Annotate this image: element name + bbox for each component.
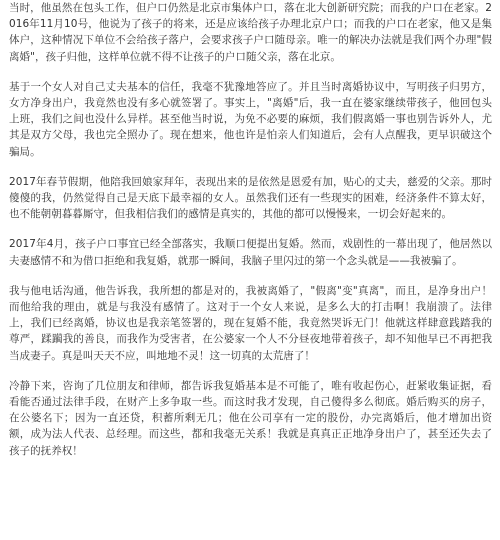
paragraph-spacer xyxy=(9,65,492,79)
paragraph-spacer xyxy=(9,160,492,174)
paragraph-spacer xyxy=(9,364,492,378)
article-paragraph-1: 当时，他虽然在包头工作，但户口仍然是北京市集体户口，落在北大创新研究院；而我的户口在老家。2016年11月10号，他说为了孩子的将来，还是应该给孩子办理北京户口；而我的户口在老家，他又是集体户，这种情况下单位不会给孩子落户，会要求孩子户口随母亲。唯一的解决办法就是我们两个办理"假离婚"，孩子归他，这样单位就不得不让孩子的户口随父亲，落在北京。 xyxy=(9,2,492,63)
article-paragraph-3: 2017年春节假期，他陪我回娘家拜年，表现出来的是依然是恩爱有加，贴心的丈夫，慈爱的父亲。那时傻傻的我，仍然觉得自己是天底下最幸福的女人。虽然我们还有一些现实的困难，经济条件不算太好，也不能朝朝暮暮厮守，但我相信我们的感情是真实的，其他的都可以慢慢来，一切会好起来的。 xyxy=(9,175,492,221)
article-paragraph-5: 我与他电话沟通，他告诉我，我所想的都是对的，我被离婚了，"假离"变"真离"，而且，是净身出户！而他给我的理由，就是与我没有感情了。这对于一个女人来说，是多么大的打击啊！我崩溃了。法律上，我们已经离婚，协议也是我亲笔签署的，现在复婚不能，我竟然哭诉无门！他就这样肆意践踏我的尊严，蹂躏我的善良，而我作为受害者，在公婆家一个人不分昼夜地带着孩子，却不知他早已不再把我当成妻子。真是叫天天不应，叫地地不灵！这一切真的太荒唐了！ xyxy=(9,284,492,362)
paragraph-spacer xyxy=(9,222,492,236)
article-paragraph-6: 冷静下来，咨询了几位朋友和律师，都告诉我复婚基本是不可能了，唯有收起伤心，赶紧收集证据，看看能否通过法律手段，在财产上多争取一些。而这时我才发现，自己傻得多么彻底。婚后购买的房子，在公婆名下；因为一直还贷，积蓄所剩无几；他在公司享有一定的股份，办完离婚后，他才增加出资额，成为法人代表、总经理。而这些，都和我毫无关系！我就是真真正正地净身出户了，甚至还失去了孩子的抚养权！ xyxy=(9,379,492,457)
paragraph-spacer xyxy=(9,269,492,283)
article-paragraph-2: 基于一个女人对自己丈夫基本的信任，我毫不犹豫地答应了。并且当时离婚协议中，写明孩子归男方，女方净身出户，我竟然也没有多心就签署了。事实上，"离婚"后，我一直在婆家继续带孩子，他回包头上班，我们之间也没什么异样。甚至他当时说，为免不必要的麻烦，我们假离婚一事也别告诉外人，尤其是双方父母，我也完全照办了。现在想来，他也许是怕亲人们知道后，会有人点醒我，更早识破这个骗局。 xyxy=(9,80,492,158)
article-paragraph-4: 2017年4月，孩子户口事宜已经全部落实，我顺口便提出复婚。然而，戏剧性的一幕出现了，他居然以夫妻感情不和为借口拒绝和我复婚，就那一瞬间，我脑子里闪过的第一个念头就是——我被骗了。 xyxy=(9,238,492,267)
